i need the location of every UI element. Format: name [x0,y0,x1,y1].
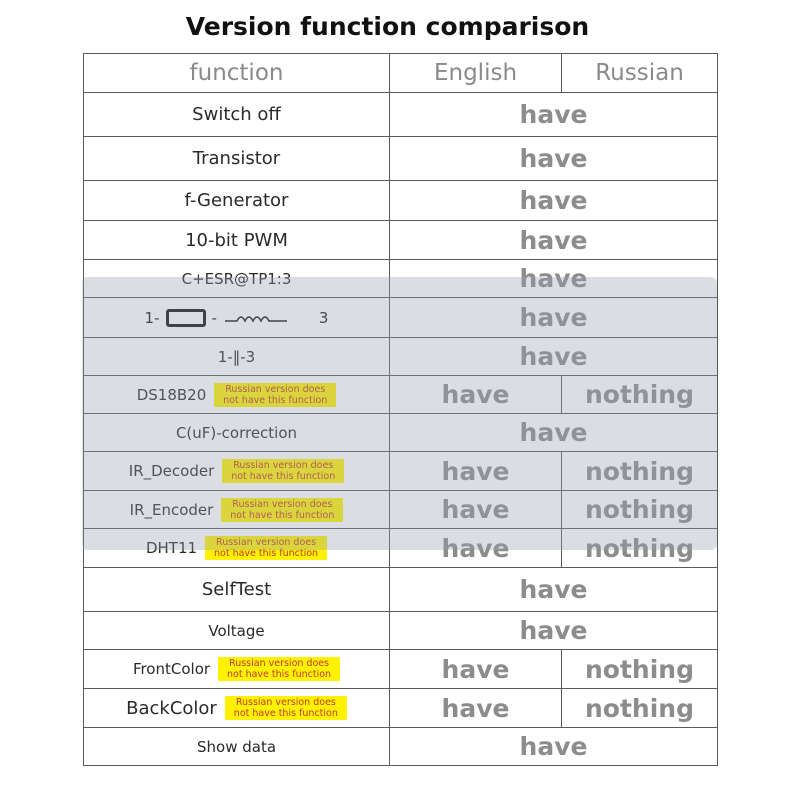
function-label: DS18B20 [136,385,207,404]
value-cell: have [390,93,718,137]
function-cell: C+ESR@TP1:3 [84,260,390,298]
function-cell: SelfTest [84,568,390,612]
function-cell [84,529,390,568]
unsupported-note: Russian version does not have this function [205,536,327,560]
value-cell: have [390,414,718,452]
table-row [84,491,718,529]
function-cell: f-Generator [84,181,390,221]
unsupported-note: Russian version does not have this function [222,459,344,483]
table-row [84,452,718,491]
value-cell: have [390,298,718,338]
table-row [84,260,718,298]
function-label: FrontColor [132,660,211,678]
unsupported-note: Russian version does not have this function [225,696,347,720]
function-cell: Voltage [84,612,390,650]
russian-cell: nothing [562,529,718,568]
function-cell: 10-bit PWM [84,221,390,260]
resistor-icon [166,309,206,327]
unsupported-note: Russian version does not have this function [221,498,343,522]
function-cell: Switch off [84,93,390,137]
function-label: BackColor [126,697,217,719]
table-row [84,181,718,221]
english-cell: have [390,689,562,728]
page-title: Version function comparison [185,12,590,41]
function-label: IR_Encoder [129,500,214,519]
value-cell: have [390,612,718,650]
value-cell: have [390,221,718,260]
table-row [84,568,718,612]
russian-cell: nothing [562,452,718,491]
unsupported-note: Russian version does not have this function [214,383,336,407]
english-cell: have [390,452,562,491]
function-cell [84,650,390,689]
english-cell: have [390,376,562,414]
function-cell [84,491,390,529]
table-row [84,221,718,260]
symbol-separator: - [211,309,217,327]
inductor-icon [223,311,289,325]
symbol-prefix: 1- [144,309,160,327]
value-cell: have [390,137,718,181]
english-cell: have [390,650,562,689]
table-row [84,376,718,414]
english-cell: have [390,529,562,568]
function-cell: Transistor [84,137,390,181]
value-cell: have [390,260,718,298]
component-symbols [145,309,329,327]
header-russian: Russian [562,54,718,93]
header-row [84,54,718,93]
value-cell: have [390,728,718,766]
header-english: English [390,54,562,93]
function-cell [84,298,390,338]
function-cell: 1-‖-3 [84,338,390,376]
table-row [84,298,718,338]
table-row [84,338,718,376]
function-label: DHT11 [145,539,198,557]
header-function: function [84,54,390,93]
table-row [84,650,718,689]
table-row [84,414,718,452]
table-row [84,529,718,568]
english-cell: have [390,491,562,529]
russian-cell: nothing [562,689,718,728]
value-cell: have [390,568,718,612]
value-cell: have [390,338,718,376]
table-row [84,728,718,766]
table-row [84,612,718,650]
unsupported-note: Russian version does not have this function [218,657,340,681]
function-cell [84,452,390,491]
function-cell [84,689,390,728]
function-label: IR_Decoder [128,462,215,480]
value-cell: have [390,181,718,221]
comparison-table [83,53,718,766]
function-cell: C(uF)-correction [84,414,390,452]
symbol-suffix: 3 [318,309,329,327]
table-row [84,93,718,137]
table-row [84,689,718,728]
russian-cell: nothing [562,376,718,414]
russian-cell: nothing [562,491,718,529]
function-cell [84,376,390,414]
table-row [84,137,718,181]
russian-cell: nothing [562,650,718,689]
function-cell: Show data [84,728,390,766]
